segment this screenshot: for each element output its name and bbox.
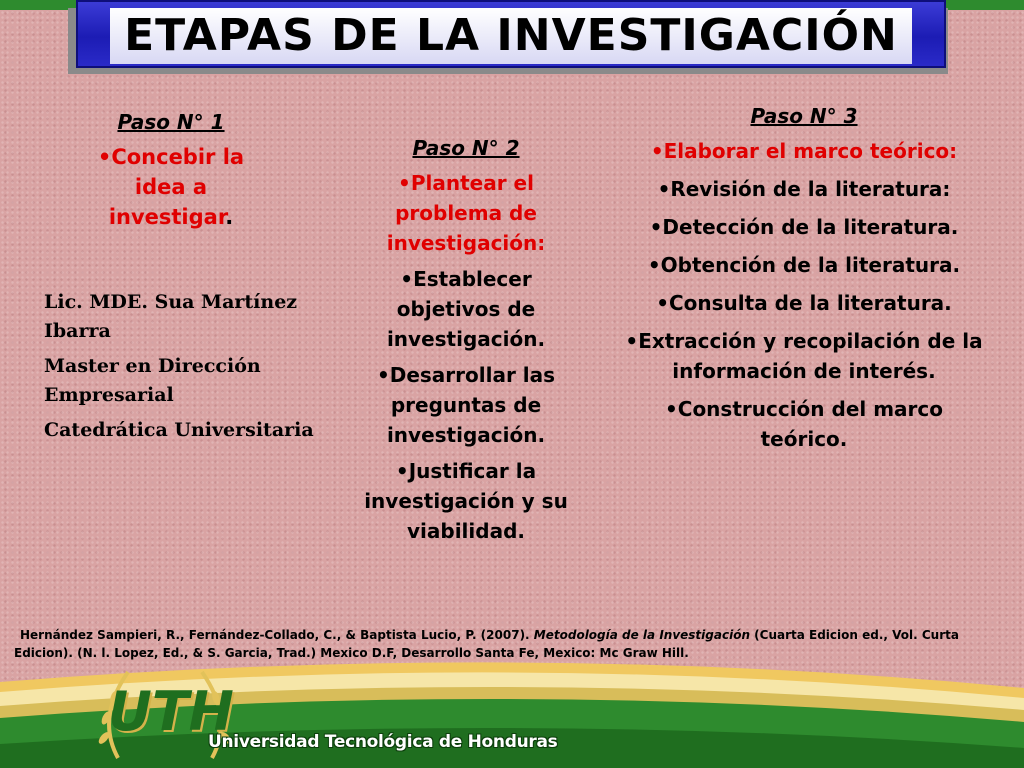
reference-details: (Cuarta Edicion ed., Vol. Curta Edicion). (N. l. Lopez, Ed., & S. Garcia, Trad.) Mexico D.F, Desarrollo Santa Fe, Mexico: Mc Graw Hill.	[14, 628, 959, 660]
step1-heading: Paso N° 1	[117, 110, 225, 134]
step2-heading: Paso N° 2	[412, 136, 520, 160]
reference-book-title: Metodología de la Investigación	[533, 628, 750, 642]
reference-authors: Hernández Sampieri, R., Fernández-Collado, C., & Baptista Lucio, P. (2007).	[20, 628, 534, 642]
university-name: Universidad Tecnológica de Honduras	[208, 732, 558, 752]
step3-column	[624, 104, 984, 462]
step1-item-text: •Concebir la idea a investigar	[97, 145, 245, 229]
step3-item: •Obtención de la literatura.	[647, 253, 961, 277]
author-block	[44, 288, 334, 451]
step3-item: •Detección de la literatura.	[649, 215, 959, 239]
page-title: ETAPAS DE LA INVESTIGACIÓN	[110, 8, 912, 64]
uth-logo: UTH	[108, 680, 234, 743]
step3-item: •Construcción del marco teórico.	[664, 397, 943, 451]
step3-item: •Consulta de la literatura.	[656, 291, 952, 315]
step2-item: •Desarrollar las preguntas de investigación.	[376, 363, 556, 447]
step1-item	[96, 142, 246, 232]
step2-item: •Establecer objetivos de investigación.	[386, 267, 546, 351]
step3-heading: Paso N° 3	[750, 104, 858, 128]
step1-column	[96, 110, 246, 238]
step3-item: •Revisión de la literatura:	[657, 177, 951, 201]
step3-item: •Elaborar el marco teórico:	[650, 139, 958, 163]
step1-item-period: .	[225, 205, 234, 229]
step2-column	[346, 136, 586, 552]
author-name: Lic. MDE. Sua Martínez Ibarra	[44, 291, 298, 342]
author-degree: Master en Dirección Empresarial	[44, 355, 261, 406]
title-banner	[76, 0, 946, 68]
step3-item: •Extracción y recopilación de la información de interés.	[625, 329, 983, 383]
step2-item: •Plantear el problema de investigación:	[386, 171, 546, 255]
author-role: Catedrática Universitaria	[44, 419, 314, 441]
step2-item: •Justificar la investigación y su viabilidad.	[364, 459, 568, 543]
